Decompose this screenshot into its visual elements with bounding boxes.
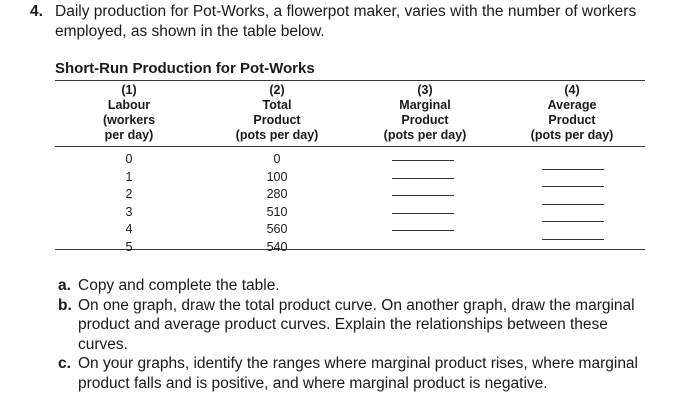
marginal-product-blank[interactable] (392, 160, 454, 161)
labour-cell: 4 (125, 222, 133, 236)
production-table (55, 60, 645, 254)
table-header (55, 81, 645, 143)
total-product-cell: 540 (266, 239, 288, 254)
header-line: Product (401, 113, 449, 127)
labour-cell: 0 (125, 152, 133, 166)
question-number: 4. (30, 3, 43, 20)
header-num: (1) (121, 83, 137, 97)
header-average-product (499, 83, 645, 143)
marginal-product-blank[interactable] (392, 178, 454, 179)
header-line: per day) (104, 128, 154, 142)
average-product-blank[interactable] (542, 204, 604, 205)
header-line: Marginal (399, 98, 451, 112)
marginal-product-blank[interactable] (392, 195, 454, 196)
task-text: On your graphs, identify the ranges where marginal product rises, where marginal product falls and is positive, and where marginal product is negative. (78, 355, 638, 392)
task-list (58, 276, 648, 393)
labour-cell: 1 (125, 169, 133, 184)
marginal-product-blank[interactable] (392, 230, 454, 231)
header-num: (4) (564, 83, 580, 97)
question-text: Daily production for Pot-Works, a flowerpot maker, varies with the number of workers employed, as shown in the table below. (55, 3, 637, 40)
header-total-product (203, 83, 351, 143)
labour-column (55, 151, 203, 256)
average-product-blank[interactable] (542, 169, 604, 170)
header-line: Product (548, 113, 596, 127)
total-product-cell: 510 (266, 204, 288, 219)
header-line: (pots per day) (235, 128, 319, 142)
header-marginal-product (351, 83, 499, 143)
header-line: Total (262, 98, 292, 112)
labour-cell: 3 (125, 204, 133, 219)
header-line: (pots per day) (383, 128, 467, 142)
task-label: b. (58, 296, 72, 314)
task-item (58, 276, 648, 296)
task-label: c. (58, 355, 71, 372)
average-product-blank[interactable] (542, 221, 604, 222)
table-title: Short-Run Production for Pot-Works (55, 60, 315, 77)
task-item (58, 296, 648, 355)
header-num: (2) (269, 83, 285, 97)
header-labour (55, 83, 203, 143)
total-product-cell: 280 (266, 187, 288, 201)
labour-cell: 5 (125, 239, 133, 254)
table-body (55, 147, 645, 254)
header-num: (3) (417, 83, 433, 97)
header-line: Product (253, 113, 301, 127)
header-line: Average (547, 98, 597, 112)
task-text: On one graph, draw the total product curve. On another graph, draw the marginal product and average product curves. Explain the relationships between these curves. (78, 296, 635, 353)
marginal-product-blank[interactable] (392, 213, 454, 214)
average-product-blank[interactable] (542, 186, 604, 187)
header-line: Labour (107, 98, 151, 112)
average-product-blank[interactable] (542, 239, 604, 240)
labour-cell: 2 (125, 187, 133, 201)
total-product-cell: 560 (266, 222, 288, 236)
total-product-cell: 100 (266, 169, 288, 184)
header-line: (workers (102, 113, 156, 127)
total-product-cell: 0 (273, 152, 281, 166)
header-line: (pots per day) (530, 128, 614, 142)
total-product-column (203, 151, 351, 256)
task-text: Copy and complete the table. (78, 277, 280, 294)
task-item (58, 354, 648, 393)
task-label: a. (58, 277, 71, 294)
